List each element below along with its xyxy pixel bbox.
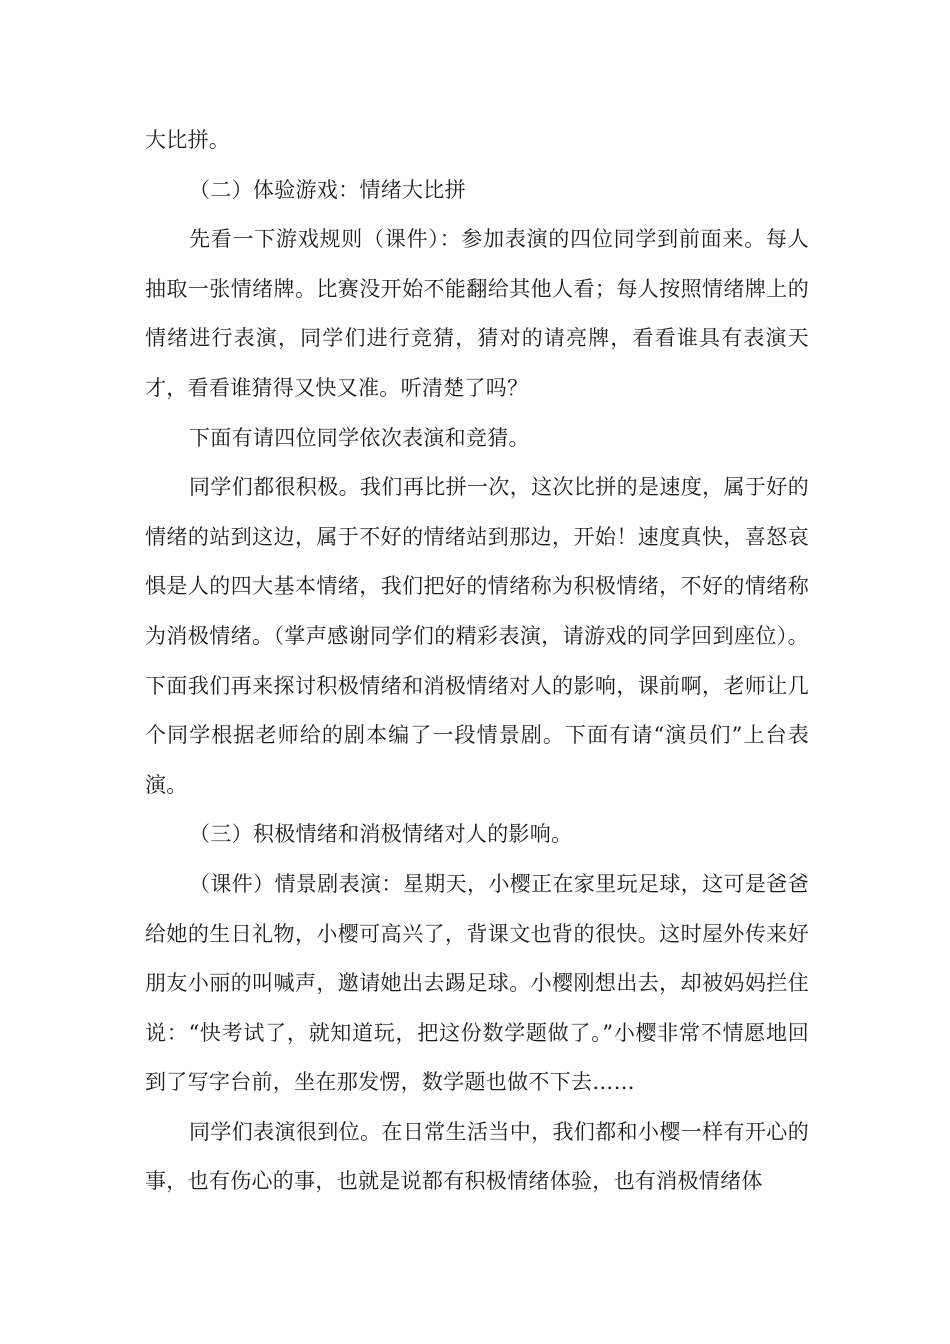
section-heading-two: （二）体验游戏：情绪大比拼 xyxy=(189,177,466,202)
section-heading-three: （三）积极情绪和消极情绪对人的影响。 xyxy=(189,822,573,847)
paragraph-skit: （课件）情景剧表演：星期天，小樱正在家里玩足球，这可是爸爸给她的生日礼物，小樱可高兴了，背课文也背的很快。这时屋外传来好朋友小丽的叫喊声，邀请她出去踢足球。小樱刚想出去，却被妈妈拦住说：“快考试了，就知道玩，把这份数学题做了。”小樱非常不情愿地回到了写字台前，坐在那发愣，数学题也做不下去…… xyxy=(145,871,809,1095)
paragraph-game-rules: 先看一下游戏规则（课件）：参加表演的四位同学到前面来。每人抽取一张情绪牌。比赛没开始不能翻给其他人看；每人按照情绪牌上的情绪进行表演，同学们进行竞猜，猜对的请亮牌，看看谁具有表演天才，看看谁猜得又快又准。听清楚了吗？ xyxy=(145,227,809,400)
paragraph-reflection: 同学们表演很到位。在日常生活当中，我们都和小樱一样有开心的事，也有伤心的事，也就是说都有积极情绪体验，也有消极情绪体 xyxy=(145,1119,809,1194)
paragraph-continuation: 大比拼。 xyxy=(145,128,231,152)
paragraph-invite-performance: 下面有请四位同学依次表演和竞猜。 xyxy=(189,425,530,450)
paragraph-speed-round: 同学们都很积极。我们再比拼一次，这次比拼的是速度，属于好的情绪的站到这边，属于不好的情绪站到那边，开始！速度真快，喜怒哀惧是人的四大基本情绪，我们把好的情绪称为积极情绪，不好的情绪称为消极情绪。（掌声感谢同学们的精彩表演，请游戏的同学回到座位）。下面我们再来探讨积极情绪和消极情绪对人的影响，课前啊，老师让几个同学根据老师给的剧本编了一段情景剧。下面有请“演员们”上台表演。 xyxy=(145,475,809,797)
document-body xyxy=(145,116,809,1207)
